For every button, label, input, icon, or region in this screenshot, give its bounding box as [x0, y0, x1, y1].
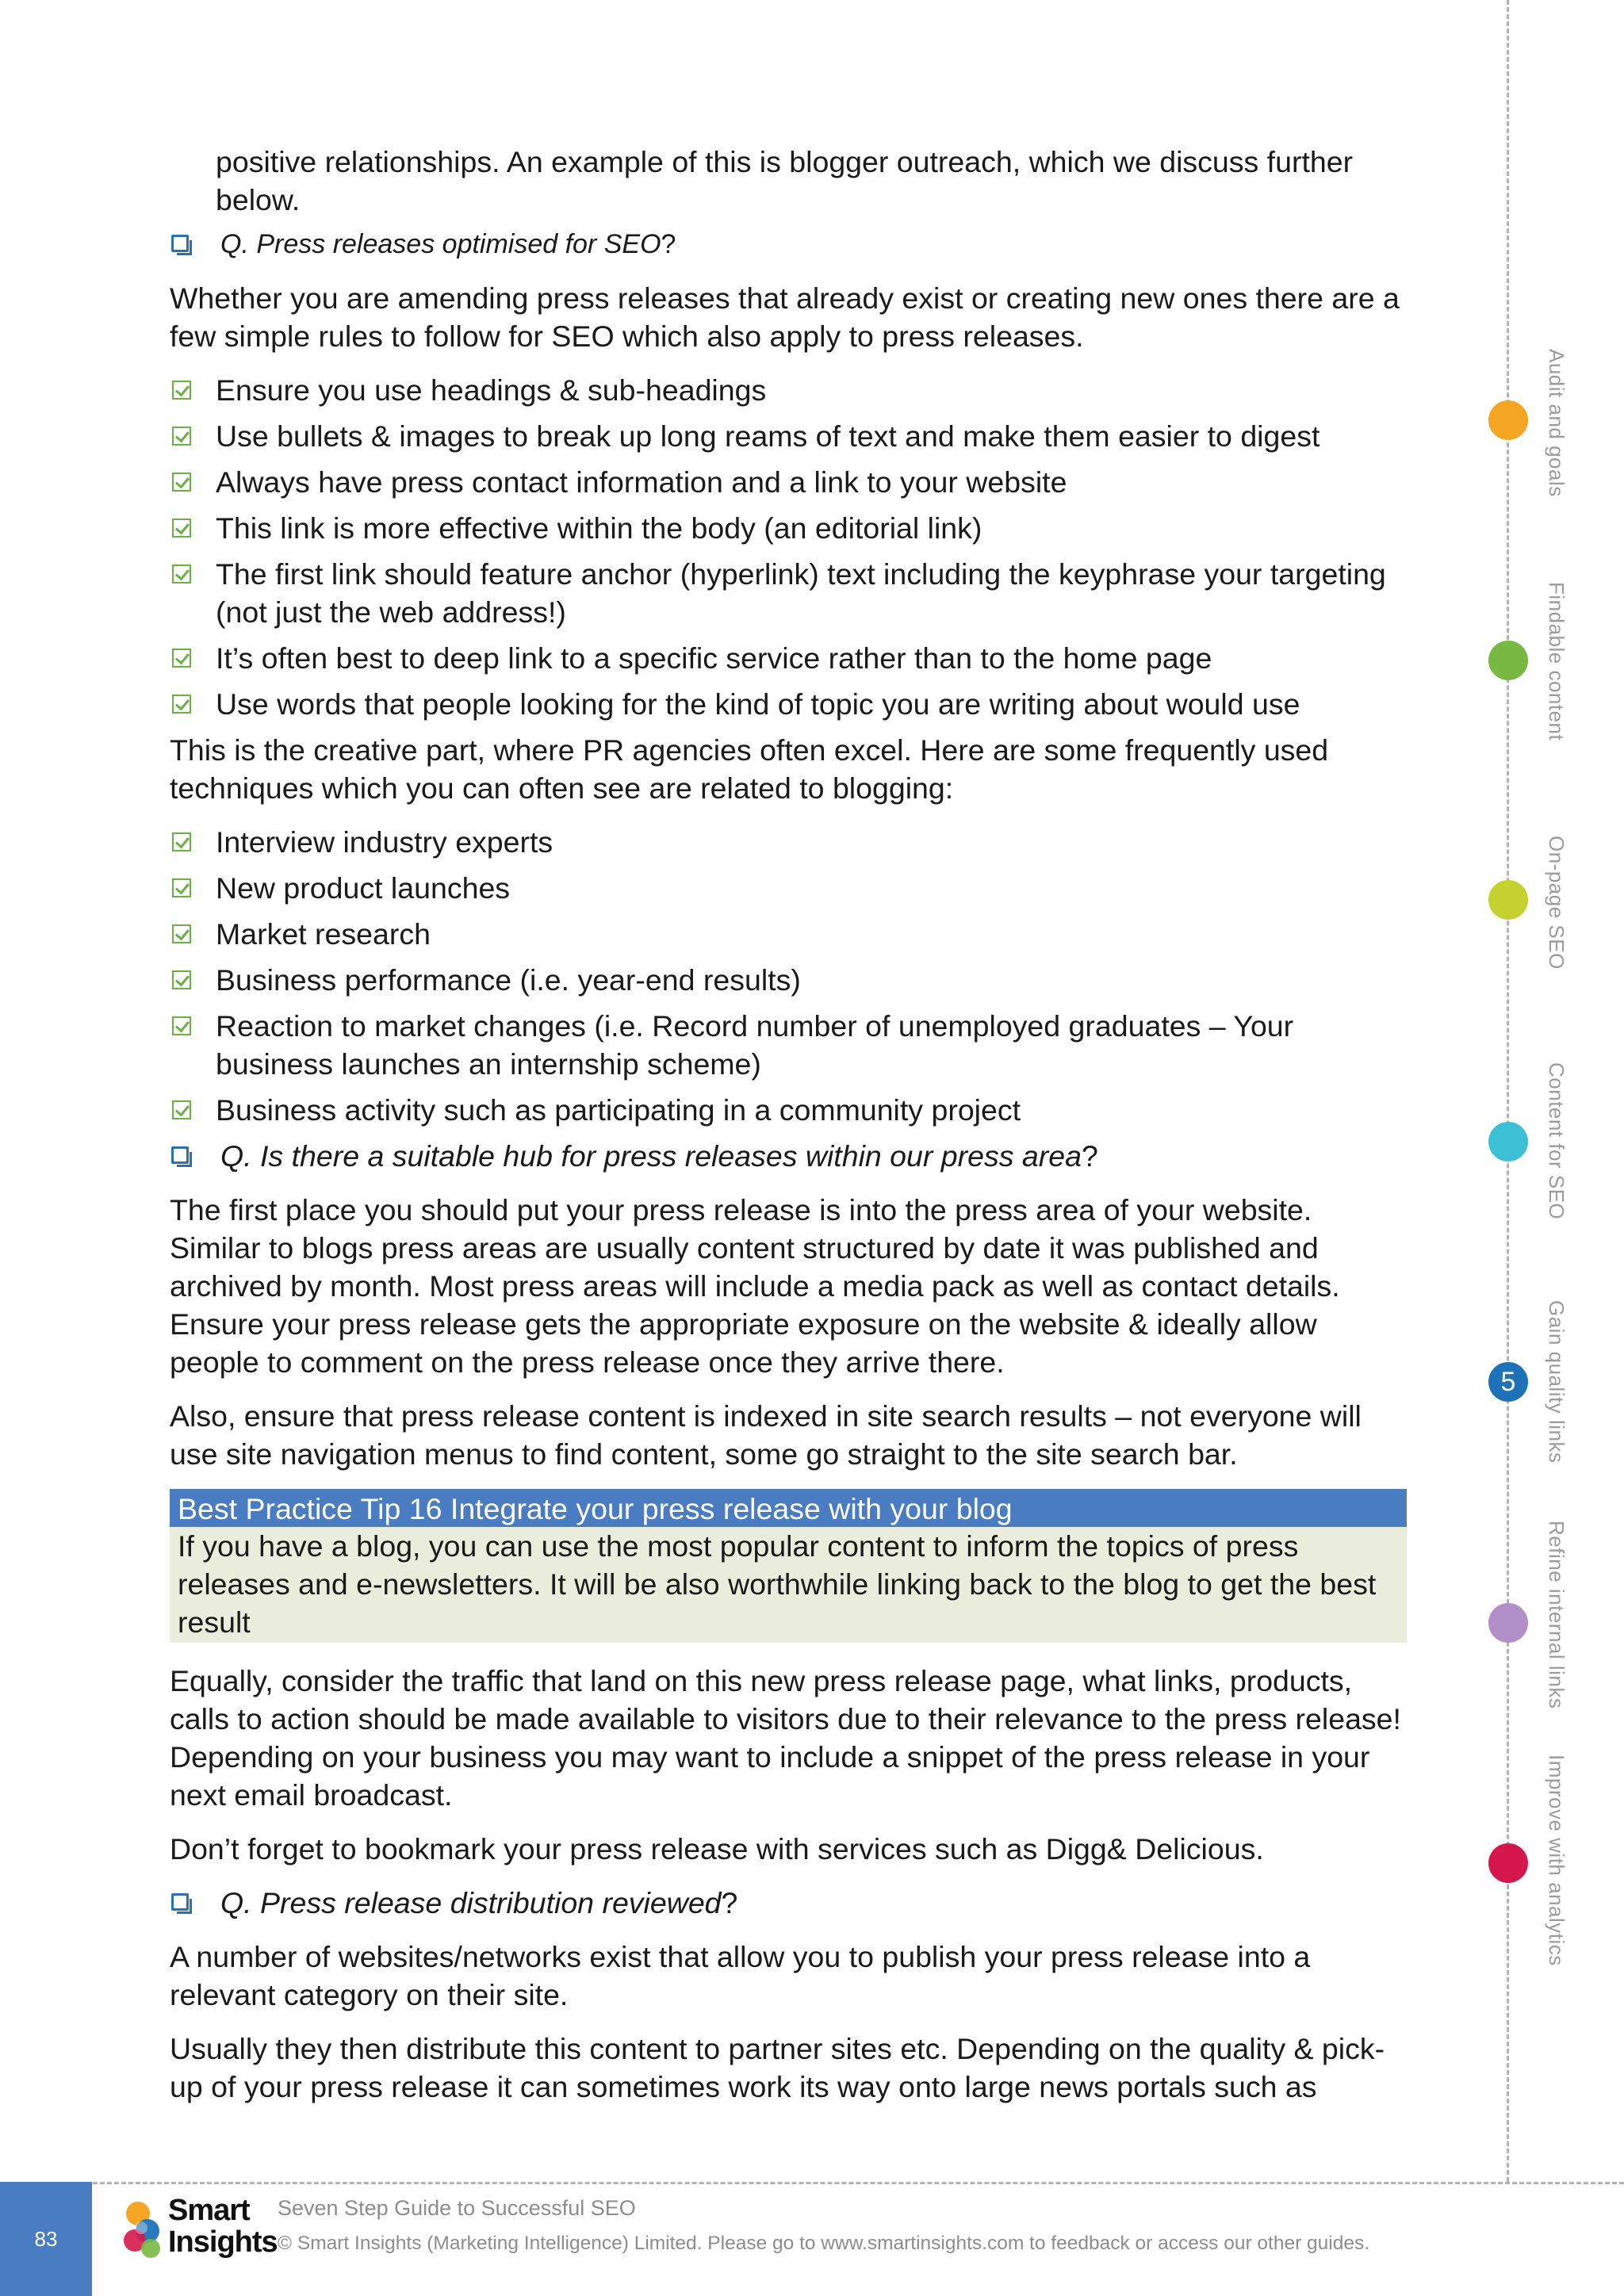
step-dot-links-current[interactable]: 5	[1488, 1362, 1528, 1402]
list-item: Business activity such as participating in a community project	[170, 1091, 1407, 1129]
tip-heading: Best Practice Tip 16 Integrate your press release with your blog	[170, 1489, 1407, 1527]
step-label-onpage[interactable]: On-page SEO	[1545, 836, 1568, 970]
checkbox-checked-icon	[172, 878, 191, 897]
list-item: Use words that people looking for the kind of topic you are writing about would use	[170, 685, 1407, 723]
paragraph: Equally, consider the traffic that land on this new press release page, what links, products, calls to action should be made available to visitors due to their relevance to the press release! Depending on your business you may want to include a snippet of the press release in your next email broadcast.	[170, 1664, 1401, 1812]
page-content	[170, 143, 1407, 2122]
page-number: 83	[0, 2182, 92, 2296]
question-box-icon	[171, 1146, 189, 1164]
checklist-seo-rules	[170, 371, 1407, 723]
step-label-analytics[interactable]: Improve with analytics	[1545, 1755, 1568, 1966]
step-dot-findable[interactable]	[1488, 641, 1528, 680]
step-dot-audit[interactable]	[1488, 400, 1528, 440]
paragraph: The first place you should put your press release is into the press area of your website. Similar to blogs press areas are usually content structured by date it was published and archived by month. Most press areas will include a media pack as well as contact details. Ensure your press release gets the appropriate exposure on the website & ideally allow people to comment on the press release once they arrive there.	[170, 1193, 1340, 1379]
question-press-releases-seo: Q. Press releases optimised for SEO?	[170, 225, 1407, 263]
paragraph: This is the creative part, where PR agencies often excel. Here are some frequently used techniques which you can often see are related to blogging:	[170, 733, 1329, 805]
checkbox-checked-icon	[172, 649, 191, 668]
paragraph: A number of websites/networks exist that allow you to publish your press release into a relevant category on their site.	[170, 1940, 1311, 2011]
step-dot-onpage[interactable]	[1488, 880, 1528, 920]
paragraph: Don’t forget to bookmark your press release with services such as Digg& Delicious.	[170, 1832, 1264, 1866]
question-box-icon	[171, 1893, 189, 1911]
checklist-pr-techniques	[170, 823, 1407, 1129]
step-label-content[interactable]: Content for SEO	[1545, 1062, 1568, 1220]
checkbox-checked-icon	[172, 427, 191, 446]
question-press-hub: Q. Is there a suitable hub for press releases within our press area?	[170, 1137, 1407, 1175]
paragraph: Whether you are amending press releases that already exist or creating new ones there are a few simple rules to follow for SEO which also apply to press releases.	[170, 281, 1400, 353]
list-item: Market research	[170, 915, 1407, 953]
list-item: Business performance (i.e. year-end results)	[170, 961, 1407, 999]
checkbox-checked-icon	[172, 832, 191, 851]
list-item: Interview industry experts	[170, 823, 1407, 861]
checkbox-checked-icon	[172, 924, 191, 943]
step-label-findable[interactable]: Findable content	[1545, 582, 1568, 741]
checkbox-checked-icon	[172, 970, 191, 989]
list-item: New product launches	[170, 869, 1407, 907]
list-item: It’s often best to deep link to a specific service rather than to the home page	[170, 639, 1407, 677]
checkbox-checked-icon	[172, 381, 191, 400]
checkbox-checked-icon	[172, 473, 191, 492]
step-label-internal[interactable]: Refine internal links	[1545, 1521, 1568, 1709]
question-box-icon	[171, 235, 189, 252]
tip-body: If you have a blog, you can use the most popular content to inform the topics of press releases and e-newsletters. It will be also worthwhile linking back to the blog to get the best result	[170, 1527, 1407, 1643]
question-distribution: Q. Press release distribution reviewed?	[170, 1884, 1407, 1922]
step-label-audit[interactable]: Audit and goals	[1545, 349, 1568, 497]
checkbox-checked-icon	[172, 695, 191, 714]
step-dot-internal[interactable]	[1488, 1603, 1528, 1643]
list-item: Reaction to market changes (i.e. Record number of unemployed graduates – Your business launches an internship scheme)	[170, 1007, 1407, 1083]
list-item: This link is more effective within the body (an editorial link)	[170, 509, 1407, 547]
footer-divider	[0, 2182, 1624, 2184]
list-item: Always have press contact information and a link to your website	[170, 463, 1407, 501]
checkbox-checked-icon	[172, 519, 191, 538]
list-item: Use bullets & images to break up long reams of text and make them easier to digest	[170, 417, 1407, 455]
step-label-links[interactable]: Gain quality links	[1545, 1300, 1568, 1464]
checkbox-checked-icon	[172, 1016, 191, 1035]
best-practice-tip	[170, 1489, 1407, 1643]
footer-title: Seven Step Guide to Successful SEO	[278, 2196, 636, 2220]
logo-wordmark: Smart Insights	[168, 2194, 278, 2259]
step-dot-analytics[interactable]	[1488, 1843, 1528, 1883]
footer-copyright: © Smart Insights (Marketing Intelligence) Limited. Please go to www.smartinsights.com to feedback or access our other guides.	[278, 2233, 1370, 2254]
checkbox-checked-icon	[172, 564, 191, 584]
step-dot-content[interactable]	[1488, 1122, 1528, 1161]
list-item: Ensure you use headings & sub-headings	[170, 371, 1407, 409]
paragraph: Also, ensure that press release content is indexed in site search results – not everyone will use site navigation menus to find content, some go straight to the site search bar.	[170, 1399, 1362, 1471]
checkbox-checked-icon	[172, 1100, 191, 1119]
lead-paragraph: positive relationships. An example of this is blogger outreach, which we discuss further below.	[216, 145, 1354, 216]
list-item: The first link should feature anchor (hyperlink) text including the keyphrase your targeting (not just the web address!)	[170, 555, 1407, 631]
paragraph: Usually they then distribute this content to partner sites etc. Depending on the quality & pick-up of your press release it can sometimes work its way onto large news portals such as	[170, 2032, 1385, 2103]
